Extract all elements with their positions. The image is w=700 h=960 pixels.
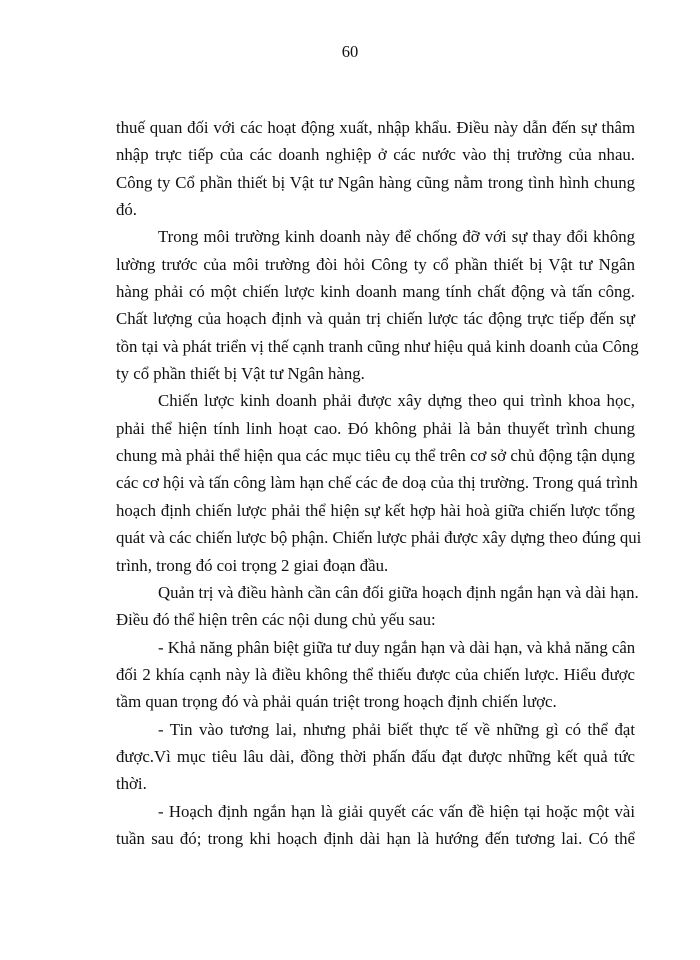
text-line: phải thể hiện tính linh hoạt cao. Đó không phải là bản thuyết trình chung <box>116 418 635 438</box>
page-number: 60 <box>341 42 359 61</box>
text-line: nhập trực tiếp của các doanh nghiệp ở các nước vào thị trường của nhau. <box>116 145 635 165</box>
text-line: hoạch định chiến lược phải thể hiện sự kết hợp hài hoà giữa chiến lược tổng <box>116 500 635 520</box>
text-line: được.Vì mục tiêu lâu dài, đồng thời phấn đấu đạt được những kết quả tức <box>116 746 635 766</box>
text-line: đó. <box>116 200 137 220</box>
text-line: lường trước của môi trường đòi hỏi Công ty cổ phần thiết bị Vật tư Ngân <box>116 254 635 274</box>
document-body <box>116 114 642 852</box>
text-line: các cơ hội và tấn công làm hạn chế các đe doạ của thị trường. Trong quá trình <box>116 473 638 493</box>
text-line: Chất lượng của hoạch định và quản trị chiến lược tác động trực tiếp đến sự <box>116 309 635 329</box>
bullet-item-line: - Tin vào tương lai, nhưng phải biết thực tế về những gì có thể đạt <box>158 719 635 739</box>
text-line: tồn tại và phát triển vị thế cạnh tranh cũng như hiệu quả kinh doanh của Công <box>116 336 639 356</box>
text-line: chung mà phải thể hiện qua các mục tiêu cụ thể trên cơ sở chủ động tận dụng <box>116 446 635 466</box>
text-line: thời. <box>116 774 147 794</box>
bullet-item-line: - Hoạch định ngắn hạn là giải quyết các vấn đề hiện tại hoặc một vài <box>158 801 635 821</box>
paragraph-start-line: Quản trị và điều hành cần cân đối giữa hoạch định ngắn hạn và dài hạn. <box>158 582 639 602</box>
text-line: ty cổ phần thiết bị Vật tư Ngân hàng. <box>116 364 365 384</box>
bullet-item-line: - Khả năng phân biệt giữa tư duy ngắn hạn và dài hạn, và khả năng cân <box>158 637 636 657</box>
text-line: quát và các chiến lược bộ phận. Chiến lược phải được xây dựng theo đúng qui <box>116 528 642 548</box>
text-line: đối 2 khía cạnh này là điều không thể thiếu được của chiến lược. Hiểu được <box>116 664 635 684</box>
text-line: tầm quan trọng đó và phải quán triệt trong hoạch định chiến lược. <box>116 692 557 712</box>
text-line: Điều đó thể hiện trên các nội dung chủ yếu sau: <box>116 610 436 630</box>
text-line: tuần sau đó; trong khi hoạch định dài hạn là hướng đến tương lai. Có thể <box>116 828 635 848</box>
text-line: Công ty Cổ phần thiết bị Vật tư Ngân hàng cũng nằm trong tình hình chung <box>116 172 635 192</box>
paragraph-start-line: Trong môi trường kinh doanh này để chống đỡ với sự thay đổi không <box>158 227 635 247</box>
text-line: thuế quan đối với các hoạt động xuất, nhập khẩu. Điều này dẫn đến sự thâm <box>116 118 635 137</box>
text-line: trình, trong đó coi trọng 2 giai đoạn đầu. <box>116 555 389 575</box>
text-line: hàng phải có một chiến lược kinh doanh mang tính chất động và tấn công. <box>116 282 635 302</box>
paragraph-start-line: Chiến lược kinh doanh phải được xây dựng theo qui trình khoa học, <box>158 391 635 411</box>
